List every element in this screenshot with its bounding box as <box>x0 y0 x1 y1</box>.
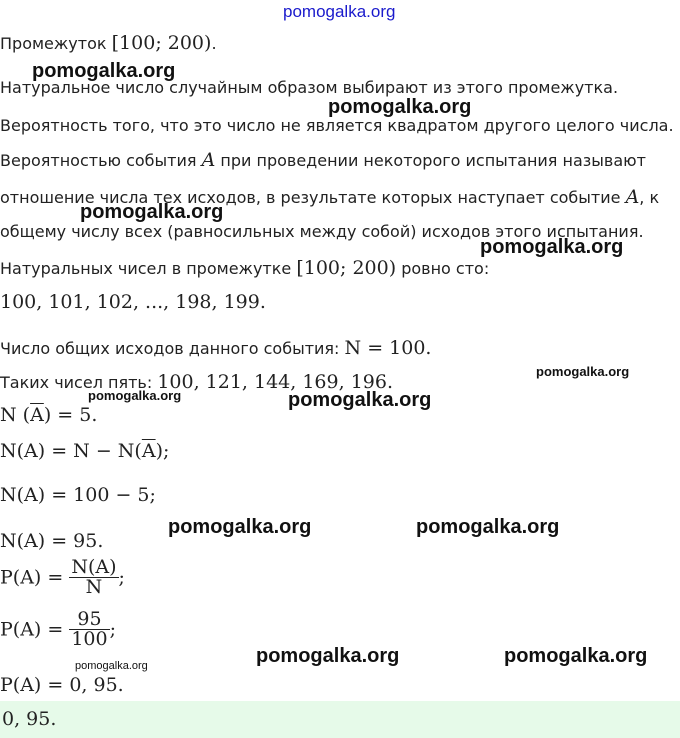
watermark: pomogalka.org <box>288 389 432 411</box>
text: Натуральных чисел в промежутке <box>0 259 297 278</box>
math: [100; 200) <box>296 257 397 279</box>
math: 100, 121, 144, 169, 196. <box>157 371 393 393</box>
line-sequence: 100, 101, 102, ..., 198, 199. <box>0 291 266 313</box>
math: N(A) = N − N( <box>0 440 142 462</box>
line-count <box>0 257 489 279</box>
watermark: pomogalka.org <box>536 364 630 379</box>
text: ровно сто: <box>396 259 490 278</box>
math: P(A) = <box>0 566 70 589</box>
fraction <box>69 558 118 597</box>
text: отношение числа тех исходов, в результате которых наступает событие <box>0 188 626 207</box>
math-bar: $\overline{A}$ <box>141 440 156 462</box>
math: ); <box>155 440 170 462</box>
math: P(A) = <box>0 618 70 641</box>
answer-box <box>0 701 680 738</box>
watermark: pomogalka.org <box>80 201 224 223</box>
math-bar: $\overline{A}$ <box>30 404 44 426</box>
text: при проведении некоторого испытания называют <box>215 151 646 170</box>
text: , к <box>639 188 660 207</box>
text: Число общих исходов данного события: <box>0 339 345 358</box>
watermark: pomogalka.org <box>168 516 312 538</box>
fraction <box>69 610 109 649</box>
text: . <box>211 34 217 53</box>
formula-1 <box>0 404 97 426</box>
formula-7: P(A) = 0, 95. <box>0 674 124 696</box>
formula-2 <box>0 440 169 462</box>
watermark: pomogalka.org <box>88 388 182 403</box>
denominator: 100 <box>71 628 108 650</box>
denominator: N <box>85 576 103 598</box>
watermark: pomogalka.org <box>32 60 176 82</box>
text: Промежуток <box>0 34 112 53</box>
line-question: Вероятность того, что это число не является квадратом другого целого числа. <box>0 116 674 135</box>
math: N = 100. <box>344 337 432 359</box>
math: ) = 5. <box>43 404 98 426</box>
math-var: A <box>625 186 640 208</box>
watermark: pomogalka.org <box>480 236 624 258</box>
formula-6 <box>0 610 116 649</box>
line-total-outcomes <box>0 337 431 359</box>
math: N ( <box>0 404 31 426</box>
line-definition-3: общему числу всех (равносильных между собой) исходов этого испытания. <box>0 222 644 241</box>
math: ; <box>118 566 125 589</box>
math-var: A <box>201 149 216 171</box>
numerator: 95 <box>69 610 109 630</box>
line-interval <box>0 32 217 54</box>
watermark: pomogalka.org <box>328 96 472 118</box>
formula-3: N(A) = 100 − 5; <box>0 484 156 506</box>
line-condition: Натуральное число случайным образом выбирают из этого промежутка. <box>0 78 619 97</box>
watermark: pomogalka.org <box>256 645 400 667</box>
watermark: pomogalka.org <box>75 660 148 672</box>
math: ; <box>109 618 117 641</box>
watermark-top: pomogalka.org <box>283 2 396 21</box>
watermark: pomogalka.org <box>504 645 648 667</box>
text: Вероятностью события <box>0 151 202 170</box>
text: Таких чисел пять: <box>0 373 158 392</box>
formula-5 <box>0 558 125 597</box>
numerator: N(A) <box>71 556 117 578</box>
answer-value: 0, 95. <box>2 708 57 730</box>
formula-4: N(A) = 95. <box>0 530 104 552</box>
watermark: pomogalka.org <box>416 516 560 538</box>
math: [100; 200) <box>111 32 212 54</box>
line-definition-1 <box>0 149 646 171</box>
